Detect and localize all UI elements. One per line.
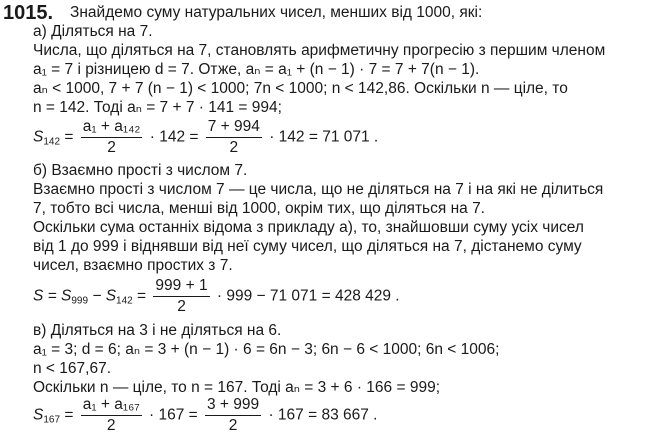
sum-index: 167	[43, 414, 61, 426]
fraction-numerator: a₁ + a₁₆₇	[81, 396, 142, 416]
fraction-general	[81, 118, 143, 157]
part-a-line-4: n = 142. Тоді aₙ = 7 + 7 · 141 = 994;	[33, 99, 282, 116]
fraction-denominator: 2	[177, 298, 186, 315]
multiplier: · 142 =	[149, 128, 199, 146]
part-c-line-2: n < 167,67.	[33, 360, 111, 377]
problem-number: 1015.	[3, 2, 54, 24]
sum-symbol: − S	[92, 287, 117, 305]
part-a-line-1: Числа, що діляться на 7, становлять арифметичну прогресію з першим членом	[33, 42, 606, 59]
fraction-numerator: 999 + 1	[153, 277, 209, 297]
result: · 142 = 71 071 .	[269, 128, 379, 146]
result: · 167 = 83 667 .	[268, 406, 378, 424]
part-a-line-2: a₁ = 7 і різницею d = 7. Отже, aₙ = a₁ + (n − 1) · 7 = 7 + 7(n − 1).	[33, 61, 480, 78]
equals-sign: =	[64, 128, 74, 146]
part-b-line-5: чисел, взаємно простих з 7.	[33, 257, 233, 274]
part-b-line-3: Оскільки сума останніх відома з прикладу а), то, знайшовши суму усіх чисел	[33, 219, 584, 236]
fraction-denominator: 2	[228, 417, 238, 434]
equals-sign: =	[64, 406, 74, 424]
fraction-denominator: 2	[106, 417, 116, 434]
fraction-numeric	[205, 396, 261, 435]
part-a-sum-formula	[33, 118, 378, 157]
part-c-line-1: a₁ = 3; d = 6; aₙ = 3 + (n − 1) · 6 = 6n − 3; 6n − 6 < 1000; 6n < 1006;	[33, 341, 500, 358]
fraction-numeric	[206, 118, 262, 157]
part-c-sum-formula	[33, 396, 377, 435]
fraction-numerator: a₁ + a₁₄₂	[81, 118, 143, 138]
sum-index: 142	[43, 136, 61, 148]
fraction-general	[81, 396, 142, 435]
result: · 999 − 71 071 = 428 429 .	[216, 287, 400, 305]
sum-index: 999	[71, 295, 89, 307]
part-c-heading: в) Діляться на 3 і не діляться на 6.	[33, 322, 282, 339]
part-b-line-2: 7, тобто всі числа, менші від 1000, окрім тих, що діляться на 7.	[33, 200, 485, 217]
sum-symbol: S	[33, 128, 44, 146]
fraction-numerator: 3 + 999	[205, 396, 261, 416]
part-a-heading: а) Діляться на 7.	[33, 23, 153, 40]
multiplier: · 167 =	[148, 406, 198, 424]
fraction-denominator: 2	[229, 139, 239, 156]
sum-symbol: S	[33, 406, 44, 424]
part-b-heading: б) Взаємно прості з числом 7.	[33, 162, 248, 179]
equals-sign: =	[137, 287, 147, 305]
sum-symbol: S = S	[33, 287, 72, 305]
part-c-line-3: Оскільки n — ціле, то n = 167. Тоді aₙ = 3 + 6 · 166 = 999;	[33, 379, 441, 396]
part-b-sum-formula	[33, 277, 400, 316]
part-b-line-1: Взаємно прості з числом 7 — це числа, що не діляться на 7 і на які не ділиться	[33, 181, 604, 198]
fraction-denominator: 2	[107, 139, 116, 156]
part-a-line-3: aₙ < 1000, 7 + 7 (n − 1) < 1000; 7n < 1000; n < 142,86. Оскільки n — ціле, то	[33, 80, 568, 97]
fraction-numerator: 7 + 994	[206, 118, 262, 138]
sum-index: 142	[116, 295, 133, 307]
fraction-numeric	[153, 277, 209, 316]
part-b-line-4: від 1 до 999 і віднявши від неї суму чисел, що діляться на 7, дістанемо суму	[33, 238, 582, 255]
problem-intro: Знайдемо суму натуральних чисел, менших від 1000, які:	[70, 4, 483, 21]
